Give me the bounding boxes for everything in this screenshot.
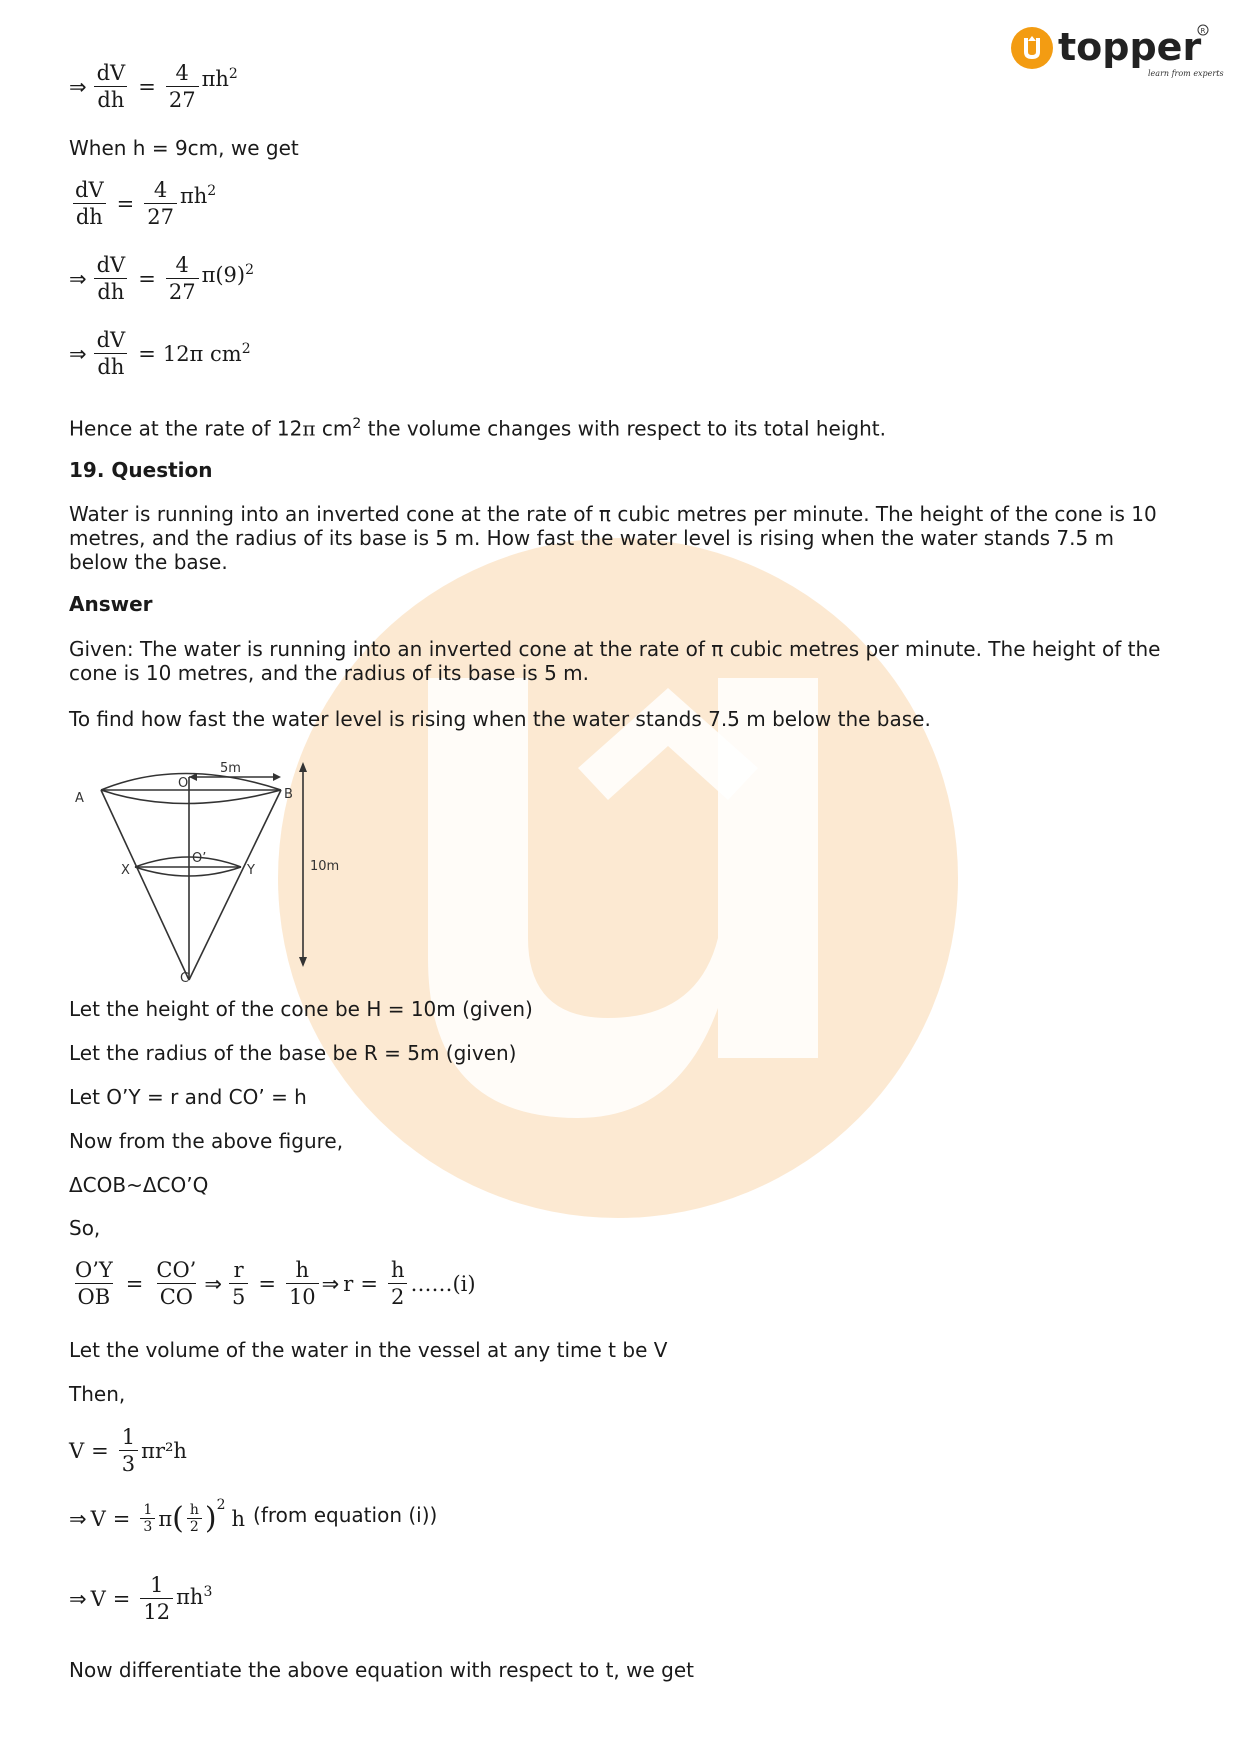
question-heading: 19. Question (69, 458, 213, 482)
when-h-text: When h = 9cm, we get (69, 136, 299, 160)
let-radius-text: Let the radius of the base be R = 5m (given) (69, 1041, 517, 1065)
topper-logo-icon (1010, 22, 1224, 84)
equation-result: ⇒ $\frac{dV}{dh}$ = 12π $cm^2$ (69, 328, 251, 379)
let-oy-text: Let O’Y = r and CO’ = h (69, 1085, 307, 1109)
label-height: 10m (310, 859, 340, 874)
svg-text:topper: topper (1058, 25, 1202, 69)
differentiate-text: Now differentiate the above equation with respect to t, we get (69, 1658, 694, 1682)
then-text: Then, (69, 1382, 126, 1406)
equation-dv-dh: ⇒ $\frac{dV}{dh}$ = $\frac{4}{27}$ $\pi h^2$ (69, 61, 238, 112)
equation-volume-final: ⇒ V = $\frac{1}{12}$ $\pi h^3$ (69, 1573, 213, 1624)
cone-left-edge (101, 790, 189, 980)
to-find-text: To find how fast the water level is rising when the water stands 7.5 m below the base. (69, 707, 931, 731)
water-back-arc (135, 857, 241, 867)
question-text: Water is running into an inverted cone at the rate of π cubic metres per minute. The height of the cone is 10 metres, and the radius of its base is 5 m. How fast the water level is rising when the water stands 7.5 m below the base. (69, 502, 1157, 574)
label-o-prime: O’ (192, 851, 207, 866)
label-y: Y (247, 863, 255, 878)
svg-text:learn from experts: learn from experts (1148, 69, 1224, 78)
cone-diagram (69, 747, 369, 986)
equation-ratio: $\frac{O’Y}{OB}$ = $\frac{CO’}{CO}$ ⇒ $\frac{r}{5}$ = $\frac{h}{10}$ ⇒ r = $\frac{h}{2}$ ……(i) (75, 1258, 476, 1309)
label-c: C (180, 971, 190, 986)
label-b: B (284, 787, 293, 802)
label-o: O (178, 776, 189, 791)
hence-text: Hence at the rate of 12π $cm^2$ the volume changes with respect to its total height. (69, 416, 886, 441)
cone-top-back-arc (101, 774, 281, 791)
let-height-text: Let the height of the cone be H = 10m (given) (69, 997, 533, 1021)
water-front-arc (135, 867, 241, 876)
brand-logo (1010, 22, 1224, 84)
svg-text:R: R (1200, 27, 1206, 35)
equation-dv-dh-general: $\frac{dV}{dh}$ = $\frac{4}{27}$ $\pi h^2$ (69, 177, 216, 230)
let-volume-text: Let the volume of the water in the vessel at any time t be V (69, 1338, 668, 1362)
label-x: X (121, 863, 130, 878)
similar-triangles-text: ΔCOB~ΔCO’Q (69, 1173, 209, 1197)
answer-heading: Answer (69, 592, 153, 616)
cone-top-front-arc (101, 790, 281, 804)
label-a: A (75, 791, 84, 806)
equation-volume: V = $\frac{1}{3}$ πr²h (69, 1425, 187, 1476)
label-radius: 5m (220, 761, 241, 776)
given-text: Given: The water is running into an inverted cone at the rate of π cubic metres per minute. The height of the cone is 10 metres, and the radius of its base is 5 m. (69, 637, 1161, 685)
equation-substitute-9: ⇒ $\frac{dV}{dh}$ = $\frac{4}{27}$ $\pi(9)^2$ (69, 253, 255, 304)
cone-right-edge (189, 790, 281, 980)
equation-volume-substituted: ⇒ V = $\frac{1}{3}$ π ( $\frac{h}{2}$ ) $^2$ h (from equation (i)) (69, 1496, 438, 1536)
now-figure-text: Now from the above figure, (69, 1129, 344, 1153)
so-text: So, (69, 1216, 101, 1240)
